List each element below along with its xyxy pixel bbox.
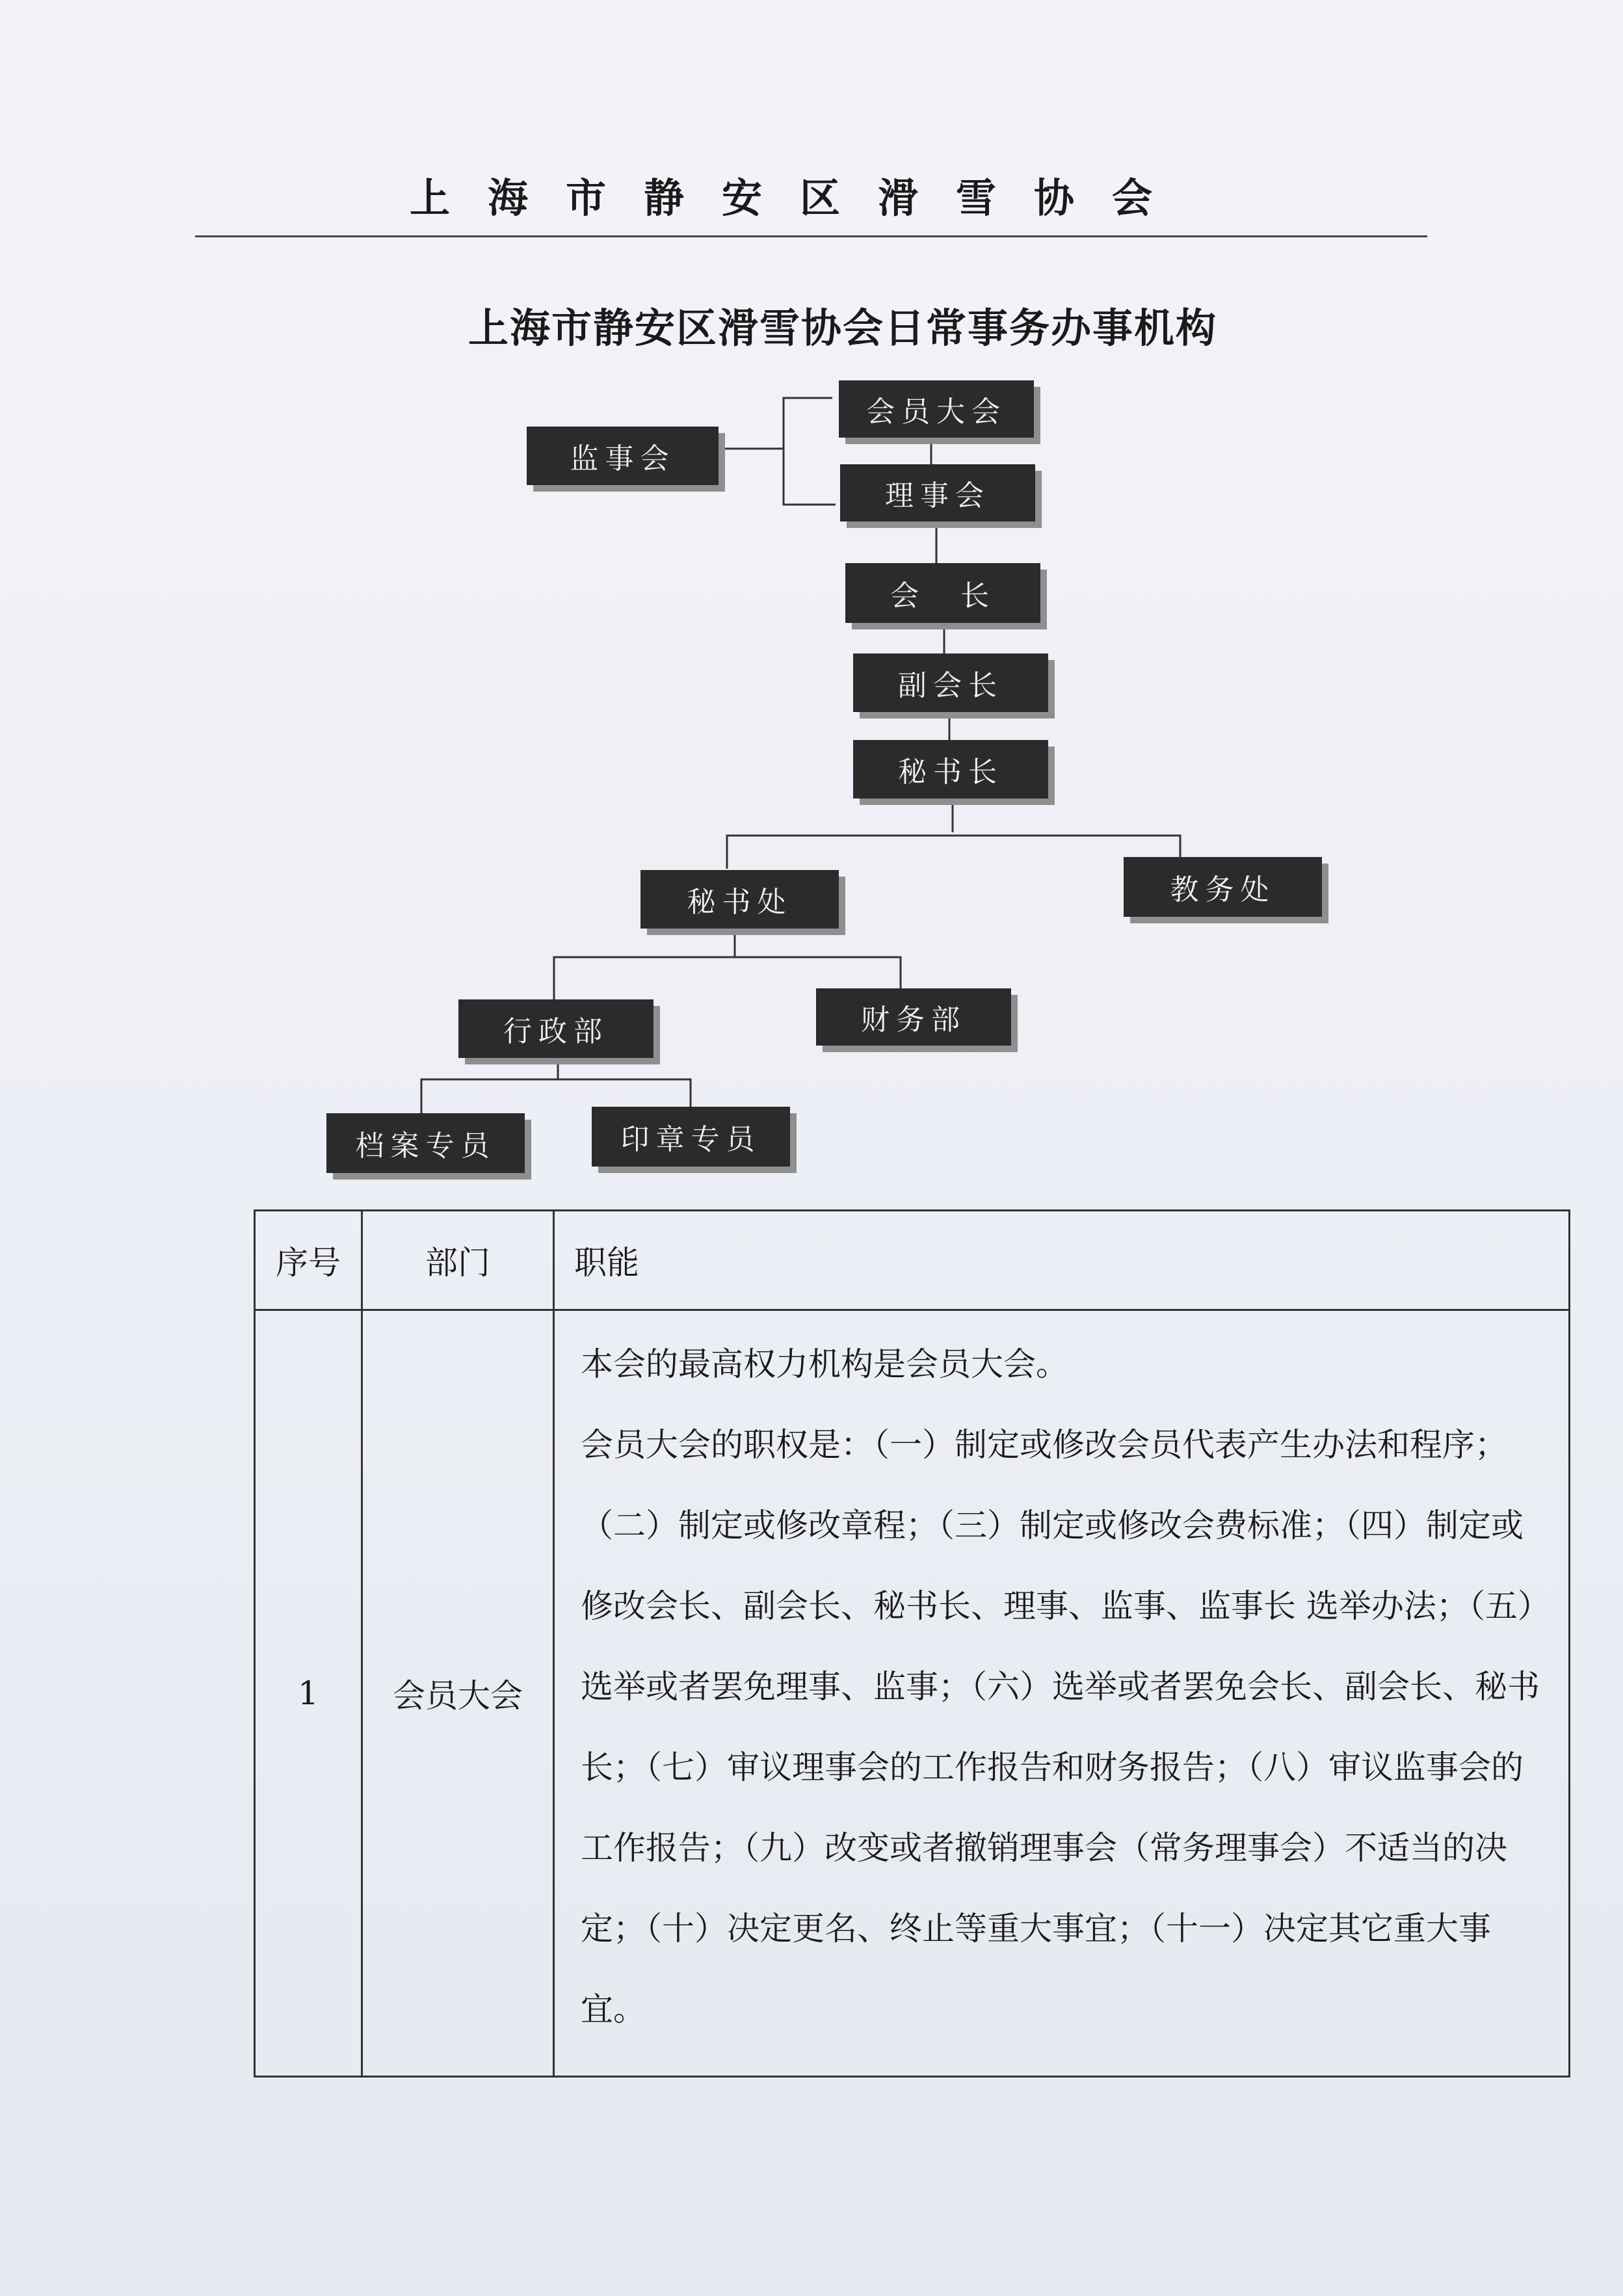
box-council: 理事会 bbox=[840, 464, 1035, 521]
row-department: 会员大会 bbox=[362, 1310, 554, 2077]
box-seal-officer: 印章专员 bbox=[592, 1107, 790, 1167]
function-table bbox=[254, 1209, 1570, 2078]
box-general-assembly: 会员大会 bbox=[839, 380, 1034, 438]
box-president: 会 长 bbox=[845, 563, 1040, 623]
box-archive-officer: 档案专员 bbox=[326, 1113, 525, 1173]
box-vice-president: 副会长 bbox=[853, 653, 1048, 712]
function-paragraph: 会员大会的职权是：（一）制定或修改会员代表产生办法和程序；（二）制定或修改章程；（三）制定或修改会费标准；（四）制定或修改会长、副会长、秘书长、理事、监事、监事长 选举办法；（五）选举或者罢免理事、监事；（六）选举或者罢免会长、副会长、秘书长；（七）审议理事会的工作报告和财务报告；（八）审议监事会的工作报告；（九）改变或者撤销理事会（常务理事会）不适当的决定；（十）决定更名、终止等重大事宜；（十一）决定其它重大事宜。 bbox=[581, 1426, 1540, 2028]
header-department: 部门 bbox=[362, 1211, 554, 1310]
box-secretary-general: 秘书长 bbox=[853, 740, 1048, 798]
header-number: 序号 bbox=[255, 1211, 362, 1310]
box-finance-dept: 财务部 bbox=[816, 988, 1011, 1046]
box-supervisory-board: 监事会 bbox=[527, 427, 719, 485]
document-title: 上海市静安区滑雪协会日常事务办事机构 bbox=[468, 304, 1218, 352]
header-function: 职能 bbox=[554, 1211, 1570, 1310]
row-function bbox=[554, 1310, 1570, 2077]
table-header-row bbox=[255, 1211, 1570, 1310]
row-number: 1 bbox=[255, 1310, 362, 2077]
table-row bbox=[255, 1310, 1570, 2077]
box-secretariat: 秘书处 bbox=[640, 870, 839, 929]
box-admin-dept: 行政部 bbox=[458, 999, 653, 1058]
function-paragraph: 本会的最高权力机构是会员大会。 bbox=[581, 1345, 1068, 1383]
organization-header: 上海市静安区滑雪协会 bbox=[410, 174, 1191, 222]
box-academic-office: 教务处 bbox=[1124, 857, 1322, 917]
